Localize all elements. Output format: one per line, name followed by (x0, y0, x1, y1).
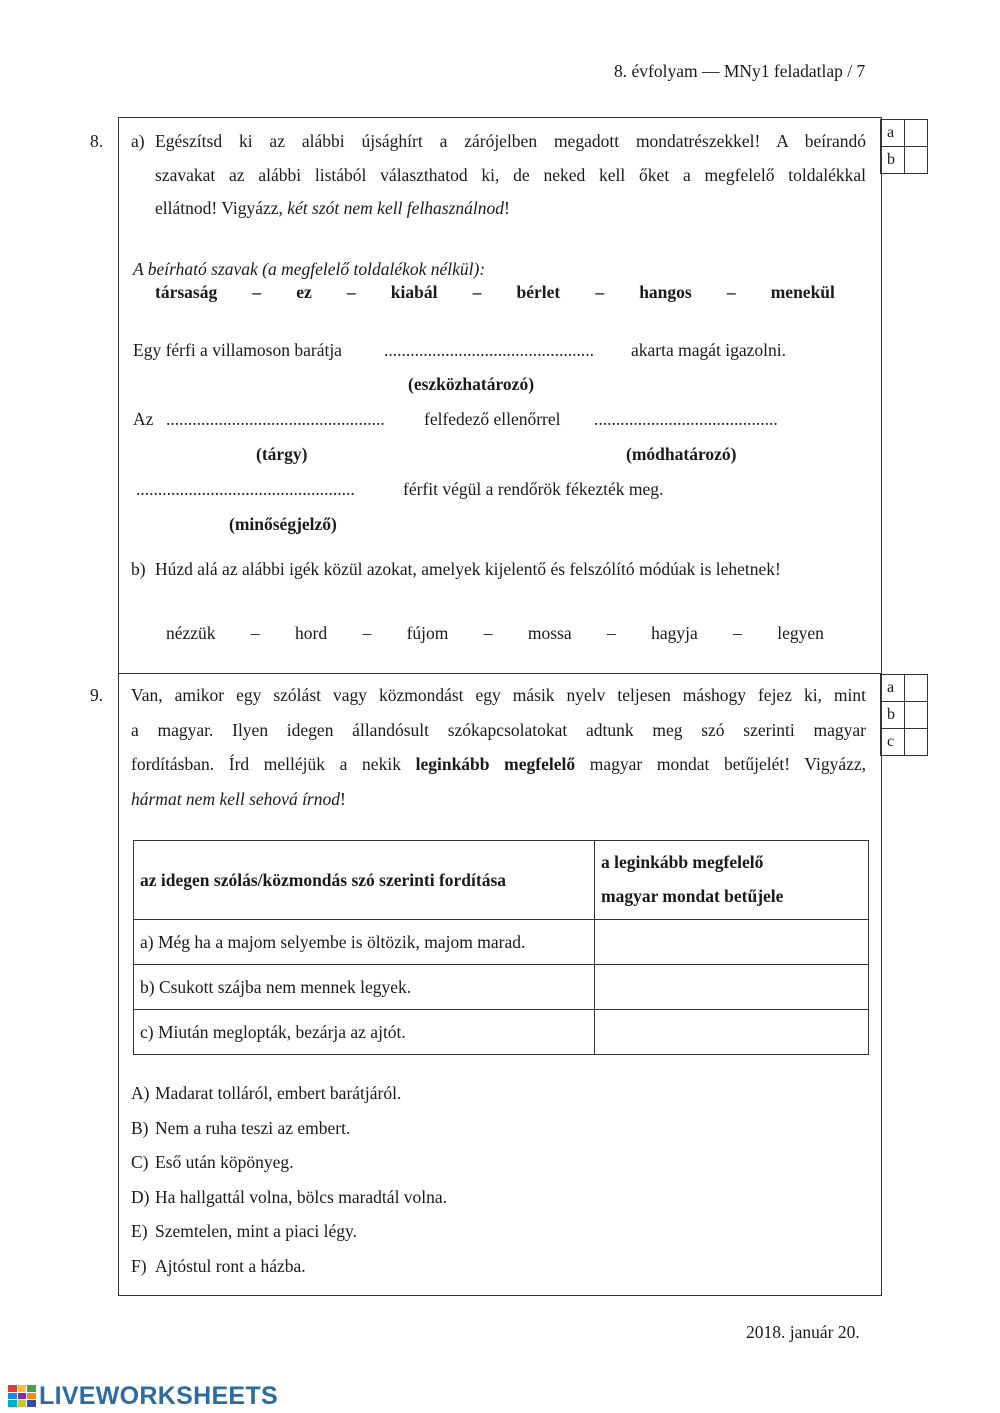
instruction-line-2: szavakat az alábbi listából választhatod ki, de neked kell őket a megfelelő toldalékkal (155, 164, 866, 185)
sentence3-end: férfit végül a rendőrök fékezték meg. (403, 479, 664, 499)
sentence2-mid: felfedező ellenőrrel (424, 409, 561, 429)
verb-separator: – (362, 623, 372, 643)
word-separator: – (595, 282, 605, 302)
verb-separator: – (606, 623, 616, 643)
verb-item[interactable]: legyen (777, 623, 824, 643)
logo-cube (8, 1400, 17, 1407)
table-row (134, 965, 869, 1010)
logo-text: LIVEWORKSHEETS (39, 1381, 278, 1410)
label-attribute: (minőségjelző) (229, 514, 337, 534)
word-list (155, 284, 835, 302)
verb-separator: – (733, 623, 742, 643)
verb-item[interactable]: mossa (527, 623, 572, 643)
idiom-text: b) Csukott szájba nem mennek legyek. (134, 965, 595, 1010)
verb-separator: – (483, 623, 493, 643)
score-row-c: c (880, 729, 928, 756)
word-item: kiabál (390, 282, 438, 302)
blank-instrumental[interactable]: ................................................ (384, 340, 594, 360)
logo-cube (18, 1385, 27, 1392)
answer-cell[interactable] (595, 920, 869, 965)
part-a-label: a) (131, 131, 145, 151)
logo-cube (18, 1393, 27, 1400)
running-title: 8. évfolyam — MNy1 feladatlap / 7 (614, 61, 866, 81)
instruction-line-4: hármat nem kell sehová írnod! (131, 788, 346, 809)
logo-cube (27, 1385, 36, 1392)
word-item: hangos (639, 282, 692, 302)
idiom-table (133, 840, 869, 1055)
word-item: társaság (155, 282, 218, 302)
table-header-letter: a leginkább megfelelő magyar mondat betűjele (595, 841, 869, 920)
verb-item[interactable]: hord (295, 623, 328, 643)
word-separator: – (346, 282, 356, 302)
task9-number: 9. (90, 685, 104, 705)
word-item: menekül (770, 282, 835, 302)
option-item: E) Szemtelen, mint a piaci légy. (131, 1221, 357, 1242)
instruction-line-3: fordításban. Írd melléjük a nekik leginkább megfelelő magyar mondat betűjelét! Vigyázz, (131, 754, 867, 774)
sentence1-start: Egy férfi a villamoson barátja (133, 340, 342, 360)
task9-instructions (131, 678, 866, 816)
verb-list (166, 625, 824, 643)
answer-cell[interactable] (595, 965, 869, 1010)
score-row-b: b (880, 147, 928, 174)
blank-attribute[interactable]: .................................................. (136, 479, 355, 499)
table-row (134, 920, 869, 965)
word-list-intro: A beírható szavak (a megfelelő toldalékok nélkül): (133, 259, 486, 279)
task8-instructions (155, 125, 866, 226)
logo-cube (8, 1393, 17, 1400)
logo-cube (18, 1400, 27, 1407)
blank-object[interactable]: .................................................. (166, 409, 385, 429)
task9-score-grid (880, 674, 928, 756)
liveworksheets-logo[interactable] (8, 1383, 278, 1409)
task8-score-grid (880, 119, 928, 174)
table-header-row (134, 841, 869, 920)
option-item: B) Nem a ruha teszi az embert. (131, 1117, 351, 1138)
footer-date: 2018. január 20. (746, 1322, 860, 1342)
option-item: A) Madarat tolláról, embert barátjáról. (131, 1083, 402, 1103)
verb-item[interactable]: fújom (406, 623, 449, 643)
label-instrumental: (eszközhatározó) (408, 374, 535, 394)
label-manner: (módhatározó) (626, 444, 737, 464)
blank-manner[interactable]: .......................................... (594, 409, 778, 429)
instruction-line-3: ellátnod! Vigyázz, két szót nem kell felhasználnod! (155, 198, 510, 218)
score-row-a: a (880, 119, 928, 147)
verb-item[interactable]: hagyja (651, 623, 698, 643)
table-header-translation: az idegen szólás/közmondás szó szerinti fordítása (134, 841, 595, 920)
verb-item[interactable]: nézzük (166, 623, 216, 643)
idiom-text: c) Miután meglopták, bezárja az ajtót. (134, 1010, 595, 1055)
word-item: ez (296, 282, 312, 302)
option-item: C) Eső után köpönyeg. (131, 1152, 294, 1173)
instruction-line-1: Egészítsd ki az alábbi újsághírt a zárójelben megadott mondatrészekkel! A beírandó (155, 131, 866, 151)
score-row-b: b (880, 702, 928, 729)
table-row (134, 1010, 869, 1055)
logo-cube (27, 1393, 36, 1400)
part-b-instruction: Húzd alá az alábbi igék közül azokat, amelyek kijelentő és felszólító módúak is lehetnek! (155, 559, 781, 579)
logo-cubes-icon (8, 1385, 36, 1407)
logo-cube (8, 1385, 17, 1392)
instruction-line-2: a magyar. Ilyen idegen állandósult szókapcsolatokat adtunk meg szó szerinti magyar (131, 719, 866, 740)
score-row-a: a (880, 674, 928, 702)
logo-cube (27, 1400, 36, 1407)
verb-separator: – (250, 623, 260, 643)
idiom-text: a) Még ha a majom selyembe is öltözik, majom marad. (134, 920, 595, 965)
word-separator: – (726, 282, 736, 302)
label-object: (tárgy) (256, 444, 308, 464)
word-separator: – (252, 282, 262, 302)
word-separator: – (472, 282, 482, 302)
sentence2-start: Az (133, 409, 154, 429)
option-item: F) Ajtóstul ront a házba. (131, 1255, 306, 1276)
word-item: bérlet (516, 282, 561, 302)
part-b-label: b) (131, 559, 146, 579)
answer-cell[interactable] (595, 1010, 869, 1055)
task8-number: 8. (90, 131, 104, 151)
option-list (131, 1076, 447, 1284)
option-item: D) Ha hallgattál volna, bölcs maradtál volna. (131, 1186, 448, 1207)
sentence1-end: akarta magát igazolni. (631, 340, 786, 360)
instruction-line-1: Van, amikor egy szólást vagy közmondást egy másik nyelv teljesen máshogy fejez ki, mint (131, 685, 866, 705)
